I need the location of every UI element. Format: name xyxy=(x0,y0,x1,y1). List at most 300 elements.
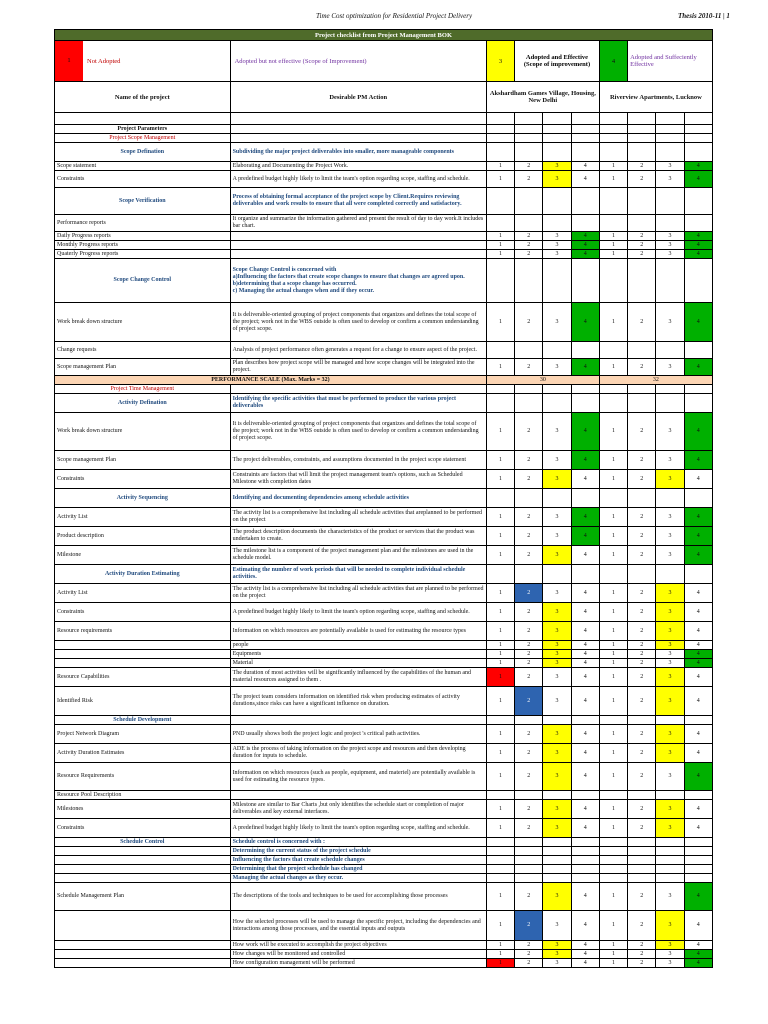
rating-p1-3: 3 xyxy=(543,687,571,716)
rating-p2-3: 3 xyxy=(656,451,684,470)
rating-p2-4: 4 xyxy=(684,162,712,171)
pm-action: A predefined budget highly likely to limit the team's option regarding scope, staffing and schedule. xyxy=(230,171,486,188)
empty-cell xyxy=(543,134,571,143)
rating-p1-4: 4 xyxy=(571,744,599,763)
empty-cell xyxy=(515,838,543,847)
item-name: Scope management Plan xyxy=(55,359,231,376)
document-page-ref: Thesis 2010-11 | 1 xyxy=(678,12,730,20)
empty-cell xyxy=(486,125,514,134)
rating-p2-1: 1 xyxy=(599,950,627,959)
item-name xyxy=(55,641,231,650)
empty-cell xyxy=(656,394,684,413)
table-row xyxy=(55,113,713,125)
pm-action: Constraints are factors that will limit the project management team's options, such as Scheduled Milestone with completion dates xyxy=(230,470,486,489)
pm-action: The project team considers information on identified risk when producing estimates of activity durations,since risks can have a significant influence on duration. xyxy=(230,687,486,716)
page-header xyxy=(0,12,768,24)
rating-p1-1: 1 xyxy=(486,413,514,451)
rating-p2-2: 2 xyxy=(628,250,656,259)
table-row xyxy=(55,687,713,716)
table-row xyxy=(55,171,713,188)
table-row xyxy=(55,941,713,950)
rating-p2-1: 1 xyxy=(599,941,627,950)
pm-action: Determining the current status of the project schedule xyxy=(230,847,486,856)
rating-p2-1: 1 xyxy=(599,470,627,489)
item-name: Resource requirements xyxy=(55,622,231,641)
rating-p1-2: 2 xyxy=(515,659,543,668)
table-row xyxy=(55,250,713,259)
rating-p2-2: 2 xyxy=(628,546,656,565)
empty-cell xyxy=(684,134,712,143)
subsection-title xyxy=(55,856,231,865)
col-header-project-1: Akshardham Games Village, Housing, New Delhi xyxy=(486,82,599,113)
empty-cell xyxy=(599,394,627,413)
table-row xyxy=(55,359,713,376)
rating-p1-3: 3 xyxy=(543,546,571,565)
rating-p2-4: 4 xyxy=(684,413,712,451)
empty-cell xyxy=(656,565,684,584)
rating-p1-1: 1 xyxy=(486,725,514,744)
table-row xyxy=(55,232,713,241)
empty-cell xyxy=(543,113,571,125)
table-row xyxy=(55,716,713,725)
rating-p1-3: 3 xyxy=(543,763,571,791)
rating-p1-2: 2 xyxy=(515,584,543,603)
empty-cell xyxy=(628,791,656,800)
empty-cell xyxy=(571,565,599,584)
rating-p2-1: 1 xyxy=(599,162,627,171)
empty-cell xyxy=(55,113,231,125)
rating-p1-2: 2 xyxy=(515,250,543,259)
rating-p2-1: 1 xyxy=(599,911,627,941)
rating-p1-1: 1 xyxy=(486,941,514,950)
rating-p1-2: 2 xyxy=(515,800,543,819)
rating-p2-3: 3 xyxy=(656,413,684,451)
empty-cell xyxy=(486,385,514,394)
table-row xyxy=(55,819,713,838)
rating-p1-1: 1 xyxy=(486,508,514,527)
rating-p2-1: 1 xyxy=(599,622,627,641)
rating-p1-3: 3 xyxy=(543,451,571,470)
empty-cell xyxy=(628,259,656,303)
rating-p1-1: 1 xyxy=(486,950,514,959)
pm-action: Scope Change Control is concerned with a)Influencing the factors that create scope changes to ensure that changes are agreed upon. b)determining that a scope change has occurred. c) Managing the actual changes when and if they occur. xyxy=(230,259,486,303)
empty-cell xyxy=(599,143,627,162)
rating-p2-2: 2 xyxy=(628,241,656,250)
pm-action xyxy=(230,791,486,800)
empty-cell xyxy=(515,874,543,883)
pm-action xyxy=(230,385,486,394)
empty-cell xyxy=(628,716,656,725)
empty-cell xyxy=(599,125,627,134)
subsection-title: Schedule Development xyxy=(55,716,231,725)
rating-p1-4: 4 xyxy=(571,527,599,546)
rating-p1-1: 1 xyxy=(486,451,514,470)
empty-cell xyxy=(571,865,599,874)
pm-action: A predefined budget highly likely to limit the team's option regarding scope, staffing and schedule. xyxy=(230,603,486,622)
rating-p1-3: 3 xyxy=(543,659,571,668)
rating-p1-1: 1 xyxy=(486,232,514,241)
item-name xyxy=(55,950,231,959)
empty-cell xyxy=(515,847,543,856)
rating-p2-2: 2 xyxy=(628,508,656,527)
pm-action: Identifying the specific activities that must be performed to produce the various project deliverables xyxy=(230,394,486,413)
empty-cell xyxy=(656,342,684,359)
empty-cell xyxy=(628,565,656,584)
rating-p1-2: 2 xyxy=(515,527,543,546)
empty-cell xyxy=(599,188,627,215)
table-row xyxy=(55,565,713,584)
subsection-title xyxy=(55,874,231,883)
item-name: Constraints xyxy=(55,470,231,489)
item-name: Constraints xyxy=(55,171,231,188)
empty-cell xyxy=(684,215,712,232)
rating-p1-3: 3 xyxy=(543,725,571,744)
rating-p1-4: 4 xyxy=(571,883,599,911)
rating-p1-3: 3 xyxy=(543,413,571,451)
table-row xyxy=(55,451,713,470)
empty-cell xyxy=(684,385,712,394)
rating-p1-4: 4 xyxy=(571,241,599,250)
rating-p1-3: 3 xyxy=(543,668,571,687)
legend-sufficiently-effective: Adopted and Suffeciently Effective xyxy=(628,41,713,82)
empty-cell xyxy=(486,394,514,413)
empty-cell xyxy=(599,342,627,359)
pm-action: The project deliverables, constraints, and assumptions documented in the project scope statement xyxy=(230,451,486,470)
empty-cell xyxy=(515,565,543,584)
empty-cell xyxy=(656,385,684,394)
rating-p1-1: 1 xyxy=(486,527,514,546)
rating-p1-1: 1 xyxy=(486,641,514,650)
rating-p1-4: 4 xyxy=(571,508,599,527)
empty-cell xyxy=(628,394,656,413)
rating-p2-4: 4 xyxy=(684,622,712,641)
table-row xyxy=(55,394,713,413)
rating-p2-2: 2 xyxy=(628,171,656,188)
empty-cell xyxy=(656,134,684,143)
empty-cell xyxy=(543,385,571,394)
empty-cell xyxy=(599,874,627,883)
item-name: Activity List xyxy=(55,584,231,603)
rating-p1-4: 4 xyxy=(571,303,599,342)
rating-p1-4: 4 xyxy=(571,171,599,188)
title-row xyxy=(55,30,713,41)
item-name: Constraints xyxy=(55,819,231,838)
rating-p1-1: 1 xyxy=(486,162,514,171)
subsection-title: Scope Verification xyxy=(55,188,231,215)
header-row xyxy=(55,82,713,113)
empty-cell xyxy=(628,489,656,508)
rating-p1-4: 4 xyxy=(571,687,599,716)
rating-p2-4: 4 xyxy=(684,941,712,950)
empty-cell xyxy=(628,143,656,162)
rating-p1-1: 1 xyxy=(486,819,514,838)
pm-action: Identifying and documenting dependencies among schedule activities xyxy=(230,489,486,508)
table-row xyxy=(55,847,713,856)
item-name: Monthly Progress reports xyxy=(55,241,231,250)
pm-action: people xyxy=(230,641,486,650)
rating-p2-2: 2 xyxy=(628,303,656,342)
rating-p2-4: 4 xyxy=(684,232,712,241)
empty-cell xyxy=(599,865,627,874)
empty-cell xyxy=(656,791,684,800)
empty-cell xyxy=(515,865,543,874)
rating-p1-4: 4 xyxy=(571,959,599,968)
rating-p1-2: 2 xyxy=(515,162,543,171)
performance-scale-label: PERFORMANCE SCALE (Max. Marks = 32) xyxy=(55,376,487,385)
rating-p2-2: 2 xyxy=(628,641,656,650)
pm-action: The duration of most activities will be significantly influenced by the capabilities of the human and material resources assigned to them . xyxy=(230,668,486,687)
performance-score-project-1: 30 xyxy=(486,376,599,385)
pm-action: Information on which resources (such as people, equipment, and materiel) are potentially available is used for estimating the resource types. xyxy=(230,763,486,791)
rating-p2-3: 3 xyxy=(656,659,684,668)
legend-not-effective: Adopted but not effective (Scope of Improvement) xyxy=(234,57,367,65)
rating-p2-3: 3 xyxy=(656,250,684,259)
table-row xyxy=(55,744,713,763)
rating-p2-1: 1 xyxy=(599,359,627,376)
rating-p1-3: 3 xyxy=(543,641,571,650)
empty-cell xyxy=(571,856,599,865)
checklist-table xyxy=(54,29,713,968)
rating-p1-4: 4 xyxy=(571,950,599,959)
subsection-title: Activity Duration Estimating xyxy=(55,565,231,584)
empty-cell xyxy=(684,143,712,162)
empty-cell xyxy=(656,716,684,725)
rating-p2-1: 1 xyxy=(599,725,627,744)
empty-cell xyxy=(599,856,627,865)
rating-p2-3: 3 xyxy=(656,725,684,744)
table-row xyxy=(55,134,713,143)
item-name: Constraints xyxy=(55,603,231,622)
col-header-action: Desirable PM Action xyxy=(230,82,486,113)
checklist-body xyxy=(55,30,713,968)
empty-cell xyxy=(599,565,627,584)
pm-action xyxy=(230,125,486,134)
pm-action: Schedule control is concerned with : xyxy=(230,838,486,847)
rating-p1-4: 4 xyxy=(571,232,599,241)
item-name: Identified Risk xyxy=(55,687,231,716)
table-row xyxy=(55,874,713,883)
item-name xyxy=(55,959,231,968)
rating-p2-1: 1 xyxy=(599,546,627,565)
rating-p1-4: 4 xyxy=(571,911,599,941)
empty-cell xyxy=(656,143,684,162)
empty-cell xyxy=(684,838,712,847)
empty-cell xyxy=(515,134,543,143)
rating-p2-4: 4 xyxy=(684,800,712,819)
rating-p2-1: 1 xyxy=(599,763,627,791)
rating-p2-1: 1 xyxy=(599,413,627,451)
table-row xyxy=(55,241,713,250)
rating-p2-3: 3 xyxy=(656,819,684,838)
empty-cell xyxy=(515,394,543,413)
rating-p1-1: 1 xyxy=(486,763,514,791)
rating-p2-1: 1 xyxy=(599,883,627,911)
rating-p2-2: 2 xyxy=(628,603,656,622)
rating-p1-4: 4 xyxy=(571,650,599,659)
table-row xyxy=(55,763,713,791)
empty-cell xyxy=(599,838,627,847)
empty-cell xyxy=(515,791,543,800)
table-row xyxy=(55,143,713,162)
rating-p2-4: 4 xyxy=(684,451,712,470)
table-row xyxy=(55,413,713,451)
empty-cell xyxy=(543,565,571,584)
rating-p1-2: 2 xyxy=(515,359,543,376)
pm-action: It is deliverable-oriented grouping of project components that organizes and defines the total scope of the project; work not in the WBS outside is often used to develop or confirm a common understanding of project scope. xyxy=(230,303,486,342)
empty-cell xyxy=(684,113,712,125)
rating-p2-2: 2 xyxy=(628,622,656,641)
rating-p2-3: 3 xyxy=(656,508,684,527)
item-name xyxy=(55,911,231,941)
rating-p2-2: 2 xyxy=(628,941,656,950)
empty-cell xyxy=(571,791,599,800)
rating-p2-3: 3 xyxy=(656,941,684,950)
pm-action: Plan describes how project scope will be managed and how scope changes will be integrated into the project. xyxy=(230,359,486,376)
rating-p2-1: 1 xyxy=(599,527,627,546)
empty-cell xyxy=(486,489,514,508)
empty-cell xyxy=(515,188,543,215)
rating-p1-3: 3 xyxy=(543,800,571,819)
rating-p1-4: 4 xyxy=(571,162,599,171)
rating-p1-4: 4 xyxy=(571,763,599,791)
rating-p1-4: 4 xyxy=(571,584,599,603)
rating-p1-3: 3 xyxy=(543,911,571,941)
empty-cell xyxy=(543,856,571,865)
empty-cell xyxy=(599,113,627,125)
table-row xyxy=(55,950,713,959)
empty-cell xyxy=(515,489,543,508)
rating-p2-2: 2 xyxy=(628,584,656,603)
rating-p2-3: 3 xyxy=(656,687,684,716)
rating-p1-3: 3 xyxy=(543,950,571,959)
empty-cell xyxy=(628,342,656,359)
rating-p2-1: 1 xyxy=(599,241,627,250)
item-name: Work break down structure xyxy=(55,303,231,342)
rating-p2-4: 4 xyxy=(684,959,712,968)
checklist-title: Project checklist from Project Management BOK xyxy=(55,30,713,41)
rating-p1-4: 4 xyxy=(571,359,599,376)
pm-action: Analysis of project performance often generates a request for a change to ensure aspect of the project. xyxy=(230,342,486,359)
pm-action: PND usually shows both the project logic and project 's critical path activities. xyxy=(230,725,486,744)
empty-cell xyxy=(543,143,571,162)
table-row xyxy=(55,856,713,865)
rating-p1-3: 3 xyxy=(543,162,571,171)
pm-action: Subdividing the major project deliverables into smaller, more manageable components xyxy=(230,143,486,162)
empty-cell xyxy=(486,134,514,143)
item-name xyxy=(55,659,231,668)
table-row xyxy=(55,883,713,911)
empty-cell xyxy=(684,342,712,359)
pm-action: The product description documents the characteristics of the product or services that the product was undertaken to create. xyxy=(230,527,486,546)
empty-cell xyxy=(599,259,627,303)
rating-p2-1: 1 xyxy=(599,303,627,342)
rating-p1-2: 2 xyxy=(515,744,543,763)
table-row xyxy=(55,911,713,941)
subsection-title xyxy=(55,865,231,874)
pm-action: A predefined budget highly likely to limit the team's option regarding scope, staffing and schedule. xyxy=(230,819,486,838)
rating-p1-1: 1 xyxy=(486,659,514,668)
empty-cell xyxy=(628,188,656,215)
rating-p2-4: 4 xyxy=(684,687,712,716)
table-row xyxy=(55,584,713,603)
rating-p1-4: 4 xyxy=(571,470,599,489)
rating-p1-1: 1 xyxy=(486,687,514,716)
empty-cell xyxy=(543,259,571,303)
empty-cell xyxy=(486,143,514,162)
pm-action: Elaborating and Documenting the Project Work. xyxy=(230,162,486,171)
rating-p1-2: 2 xyxy=(515,303,543,342)
legend-swatch-yellow: 3 xyxy=(486,41,514,82)
rating-p2-2: 2 xyxy=(628,687,656,716)
rating-p2-2: 2 xyxy=(628,470,656,489)
rating-p1-3: 3 xyxy=(543,883,571,911)
legend-effective: Adopted and Effective (Scope of improvement) xyxy=(515,41,600,82)
rating-p1-1: 1 xyxy=(486,359,514,376)
empty-cell xyxy=(684,489,712,508)
rating-p2-3: 3 xyxy=(656,911,684,941)
item-name: Performance reports xyxy=(55,215,231,232)
rating-p1-4: 4 xyxy=(571,546,599,565)
empty-cell xyxy=(684,865,712,874)
pm-action: ADE is the process of taking information on the project scope and resources and then developing duration for inputs to schedule. xyxy=(230,744,486,763)
subsection-title: Activity Defination xyxy=(55,394,231,413)
rating-p2-4: 4 xyxy=(684,241,712,250)
rating-p1-3: 3 xyxy=(543,508,571,527)
rating-p1-1: 1 xyxy=(486,911,514,941)
legend-cell-2 xyxy=(230,41,486,82)
empty-cell xyxy=(486,874,514,883)
empty-cell xyxy=(486,342,514,359)
rating-p2-4: 4 xyxy=(684,883,712,911)
empty-cell xyxy=(599,385,627,394)
table-row xyxy=(55,838,713,847)
empty-cell xyxy=(628,856,656,865)
empty-cell xyxy=(543,394,571,413)
rating-p2-3: 3 xyxy=(656,470,684,489)
rating-p1-1: 1 xyxy=(486,959,514,968)
col-header-project-2: Riverview Apartments, Lucknow xyxy=(599,82,712,113)
empty-cell xyxy=(599,716,627,725)
rating-p1-2: 2 xyxy=(515,911,543,941)
rating-p1-3: 3 xyxy=(543,603,571,622)
table-row xyxy=(55,376,713,385)
empty-cell xyxy=(515,215,543,232)
rating-p1-3: 3 xyxy=(543,241,571,250)
rating-p1-3: 3 xyxy=(543,250,571,259)
empty-cell xyxy=(684,716,712,725)
empty-cell xyxy=(656,838,684,847)
empty-cell xyxy=(486,259,514,303)
rating-p2-2: 2 xyxy=(628,232,656,241)
table-row xyxy=(55,668,713,687)
rating-p2-4: 4 xyxy=(684,911,712,941)
rating-p1-2: 2 xyxy=(515,470,543,489)
rating-p2-4: 4 xyxy=(684,650,712,659)
empty-cell xyxy=(628,113,656,125)
empty-cell xyxy=(628,838,656,847)
empty-cell xyxy=(486,791,514,800)
empty-cell xyxy=(571,394,599,413)
empty-cell xyxy=(486,113,514,125)
empty-cell xyxy=(543,865,571,874)
rating-p1-2: 2 xyxy=(515,622,543,641)
legend-not-adopted: Not Adopted xyxy=(87,57,121,65)
rating-p2-3: 3 xyxy=(656,171,684,188)
empty-cell xyxy=(571,874,599,883)
empty-cell xyxy=(486,716,514,725)
rating-p2-3: 3 xyxy=(656,584,684,603)
pm-action xyxy=(230,250,486,259)
